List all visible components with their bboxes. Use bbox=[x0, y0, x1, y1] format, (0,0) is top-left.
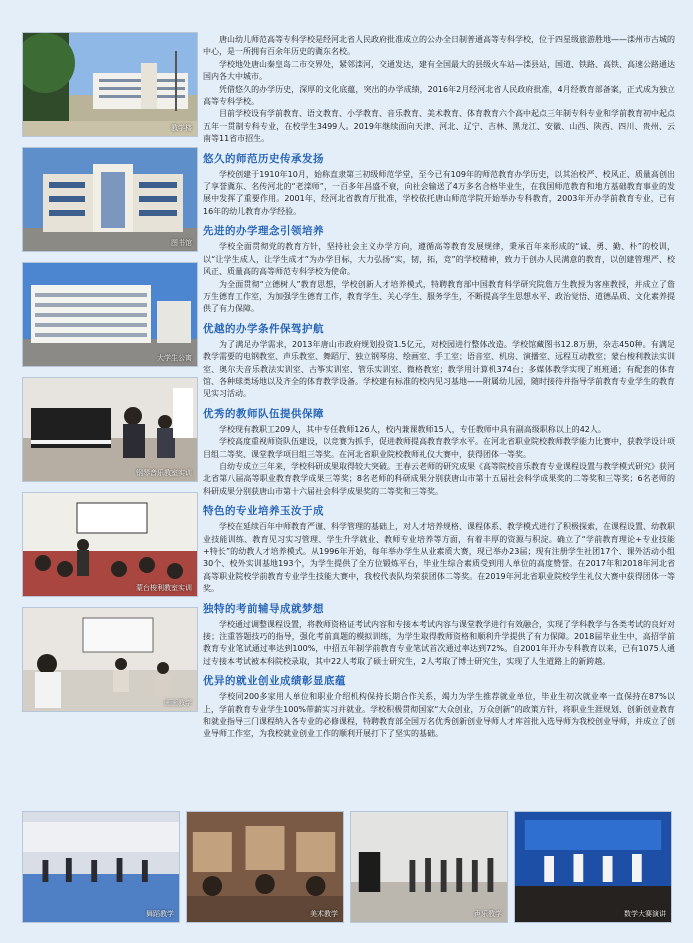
art-class-image bbox=[23, 608, 197, 711]
bottom-photo-row bbox=[22, 811, 672, 923]
section-body bbox=[203, 169, 675, 219]
photo-library bbox=[22, 147, 198, 252]
photo-caption: 美术教学 bbox=[310, 910, 338, 918]
montessori-class-image bbox=[23, 493, 197, 596]
section-heading: 悠久的师范历史传承发扬 bbox=[203, 152, 324, 165]
section-body bbox=[203, 521, 675, 595]
photo-caption: 图书馆 bbox=[171, 239, 192, 247]
dormitory-image bbox=[23, 263, 197, 366]
photo-caption: 大学生公寓 bbox=[157, 354, 192, 362]
section-body bbox=[203, 691, 675, 741]
photo-dance-class bbox=[22, 811, 180, 923]
vocal-class-image bbox=[351, 812, 507, 922]
photo-montessori-class bbox=[22, 492, 198, 597]
left-photo-column bbox=[22, 32, 196, 722]
photo-caption: 声乐教学 bbox=[474, 910, 502, 918]
photo-caption: 画画教学 bbox=[164, 699, 192, 707]
intro-paragraph: 学校地处唐山秦皇岛二市交界处，紧邻滦河，交通发达，建有全国最大的县级火车站—滦县站，国道、铁路、高铁、高速公路通达国内各大中城市。 bbox=[203, 59, 675, 82]
intro-paragraph: 凭借悠久的办学历史，深厚的文化底蕴，突出的办学成绩，2016年2月经河北省人民政府批准，4月经教育部备案，正式成为独立高等专科学校。 bbox=[203, 84, 675, 107]
photo-teaching-building bbox=[22, 32, 198, 137]
section-paragraph: 自幼专成立三年来，学校科研成果取得较大突破。王春云老师的研究成果《高等院校音乐教育专业课程设置与教学模式研究》获河北省第八届高等职业教育教学成果三等奖；8名老师的科研成果分别获唐山市第十五届社会科学成果奖的二等奖和三等奖；6名老师的科研成果分别获唐山市第十六届社会科学成果奖的二等奖和三等奖。 bbox=[203, 461, 675, 496]
photo-art-class bbox=[22, 607, 198, 712]
photo-fine-art-class bbox=[186, 811, 344, 923]
intro-paragraph: 目前学校设有学前教育、语文教育、小学教育、音乐教育、美术教育、体育教育六个高中起点三年制专科专业和学前教育初中起点五年一贯制专科专业，在校学生3499人。2019年继续面向天津、河北、辽宁、吉林、黑龙江、安徽、山西、陕西、四川、贵州、云南等11省市招生。 bbox=[203, 109, 675, 144]
intro-paragraph: 唐山幼儿师范高等专科学校是经河北省人民政府批准成立的公办全日制普通高等专科学校，位于四星级旅游胜地——滦州市古城的中心，是一所拥有百余年历史的冀东名校。 bbox=[203, 35, 675, 57]
section-paragraph: 为了满足办学需求，2013年唐山市政府规划投资1.5亿元，对校园进行整体改造。学校馆藏图书12.8万册，杂志450种。有满足教学需要的电钢教室、声乐教室、舞蹈厅、独立钢琴房、绘画室、手工室；语音室、机房、演播室、远程互动教室；蒙台梭利教法实训室、奥尔夫音乐教法实训室、古筝实训室、管乐实训室、微格教室；教学用计算机374台；多媒体教学实现了班班通；有配套的体育馆、各种球类场地以及齐全的体育教学设备。学校建有标准的校内见习基地——附属幼儿园，随时接待并指导学前教育专业学生的教育见实习活动。 bbox=[203, 339, 675, 399]
section-body bbox=[203, 241, 675, 315]
section-heading: 先进的办学理念引领培养 bbox=[203, 225, 324, 238]
section-paragraph: 学校创建于1910年10月，始称直隶第三初级师范学堂，至今已有109年的师范教育办学历史，以其治校严、校风正、质量高创出了享誉冀东、名传河北的“老滦师”，一百多年昌盛不衰，向社会输送了4万多名合格毕业生，在我国师范教育和地方基础教育事业的发展中发挥了重要作用。2001年，经河北省教育厅批准，学校依托唐山师范学院开始举办专科教育，2003年开办学前教育专业，已有16年的幼儿教育办学经验。 bbox=[203, 169, 675, 216]
photo-caption: 教学楼 bbox=[171, 124, 192, 132]
section-heading: 优异的就业创业成绩彰显底蕴 bbox=[203, 675, 346, 688]
math-contest-image bbox=[515, 812, 671, 922]
photo-vocal-class bbox=[350, 811, 508, 923]
section-paragraph: 学校全面贯彻党的教育方针，坚持社会主义办学方向，遵循高等教育发展规律，秉承百年来形成的“诚、勇、勤、朴”的校训，以“让学生成人，让学生成才”为办学目标，大力弘扬“实，韧，拓，竞”的学校精神，致力于创办人民满意的教育，以创建管理严、校风正、质量高的高等师范专科学校为使命。 bbox=[203, 242, 675, 277]
photo-caption: 数学大赛演讲 bbox=[624, 910, 666, 918]
section-body bbox=[203, 424, 675, 498]
teaching-building-image bbox=[23, 33, 197, 136]
dance-class-image bbox=[23, 812, 179, 922]
photo-caption: 钢琴音乐教室实训 bbox=[136, 469, 192, 477]
photo-piano-class bbox=[22, 377, 198, 482]
photo-math-contest bbox=[514, 811, 672, 923]
section-paragraph: 学校高度重视师资队伍建设，以竞赛为抓手，促进教师提高教育教学水平。在河北省职业院校教师教学能力比赛中，获教学设计项目组二等奖、课堂教学项目组三等奖。在河北省职业院校教师礼仪大赛中，获得团体一等奖。 bbox=[203, 437, 675, 459]
section-heading: 独特的考前辅导成就梦想 bbox=[203, 602, 324, 615]
piano-class-image bbox=[23, 378, 197, 481]
fine-art-class-image bbox=[187, 812, 343, 922]
photo-dormitory bbox=[22, 262, 198, 367]
section-body bbox=[203, 619, 675, 669]
section-heading: 优秀的教师队伍提供保障 bbox=[203, 407, 324, 420]
library-image bbox=[23, 148, 197, 251]
intro-text bbox=[203, 34, 675, 146]
section-body bbox=[203, 339, 675, 401]
text-column bbox=[203, 34, 675, 741]
section-heading: 优越的办学条件保驾护航 bbox=[203, 322, 324, 335]
section-paragraph: 为全面贯彻“立德树人”教育思想，学校创新人才培养模式，特聘教育部中国教育科学研究院詹万生教授为客座教授，并成立了詹万生德育工作室，为加强学生德育工作，教育学生、关心学生、服务学生，不断提高学生思想水平、政治觉悟、道德品质、文化素养提供了有力保障。 bbox=[203, 279, 675, 314]
section-paragraph: 学校现有教职工209人，其中专任教师126人，校内兼课教师15人，专任教师中具有副高级职称以上的42人。 bbox=[219, 424, 606, 434]
section-paragraph: 学校同200多家用人单位和职业介绍机构保持长期合作关系，竭力为学生推荐就业单位，毕业生初次就业率一直保持在87%以上，学前教育专业学生100%带薪实习并就业。学校积极贯彻国家“大众创业，万众创新”的政策方针，将职业生涯规划、创新创业教育和就业指导三门课程纳入各专业的必修课程，特聘教育部全国万名优秀创新创业导师人才库首批入选导师为我校创业导师，并成立了创业导师工作室，为我校就业创业工作的顺利开展打下了坚实的基础。 bbox=[203, 692, 675, 739]
section-heading: 特色的专业培养玉汝于成 bbox=[203, 505, 324, 518]
photo-caption: 舞蹈教学 bbox=[146, 910, 174, 918]
section-paragraph: 学校通过调整课程设置，将教师资格证考试内容和专接本考试内容与课堂教学进行有效融合，实现了学科教学与各类考试的良好对接；注重答题技巧的指导，强化考前真题的模拟训练，为学生取得教师资格和顺利升学提供了有力保障。2018届毕业生中，高招学前教育专业笔试通过率达到100%，中招五年制学前教育专业笔试首次通过率达到72%。自2001年开办专科教育以来，已有1075人通过专接本考试被本科院校录取，其中22人考取了硕士研究生，2人考取了博士研究生，实现了人生道路上的新跨越。 bbox=[203, 619, 675, 666]
photo-caption: 蒙台梭利教室实训 bbox=[136, 584, 192, 592]
section-paragraph: 学校在延续百年中师教育严谨、科学管理的基础上，对人才培养规格、课程体系、教学模式进行了积极探索，在课程设置、幼教职业技能训练、教育见习实习管理、学生升学就业、教师专业培养等方面，有着丰厚的资源与积淀。确立了“学前教育理论+专业技能+特长”的幼教人才培养模式。从1996年开始，每年举办学生从业素质大赛，现已举办23届；现有注册学生社团17个、课外活动小组30个、校外实训基地193个，为学生提供了全方位锻炼平台，毕业生综合素质受到用人单位的高度赞誉。在2017年和2018年河北省高等职业院校学前教育专业学生技能大赛中，我校代表队均荣获团体二等奖。在2019年河北省职业院校学生礼仪大赛中获得团体一等奖。 bbox=[203, 522, 675, 594]
